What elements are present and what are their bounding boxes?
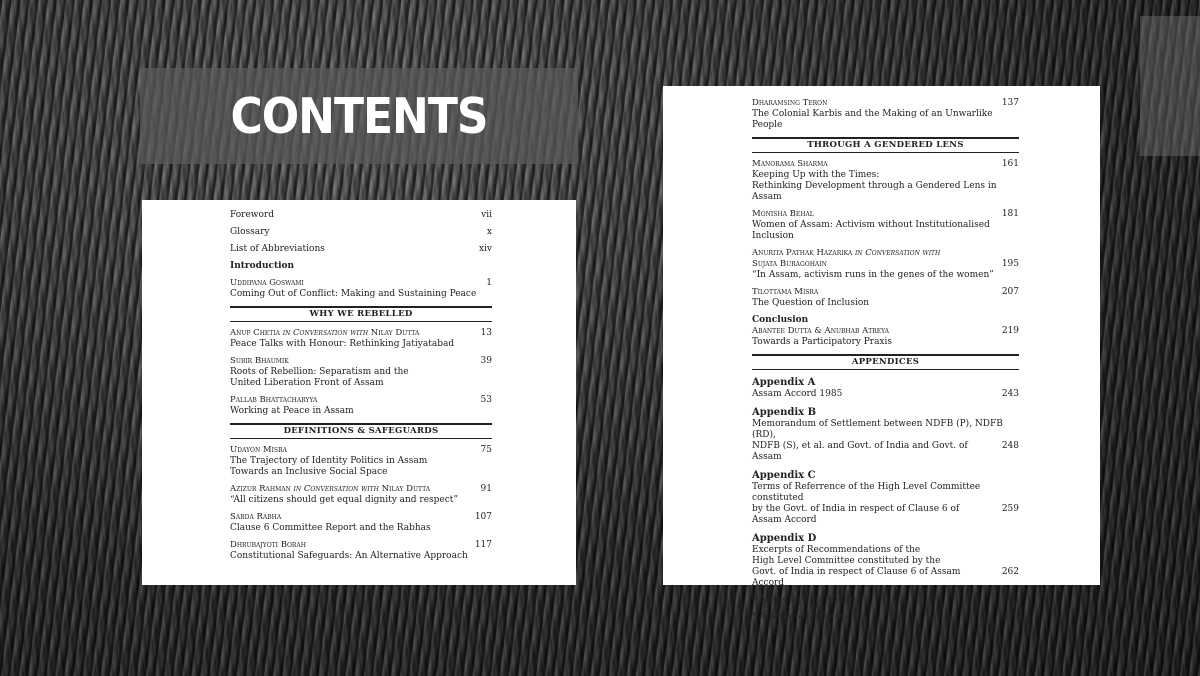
page-number: x — [486, 227, 492, 237]
appendix-entry — [752, 406, 1019, 463]
toc-label: * Notes on Contributors — [752, 595, 862, 605]
page-number: 1 — [486, 278, 492, 288]
toc-row — [752, 595, 1019, 606]
contents-page-left — [142, 200, 576, 585]
entry-title: The Colonial Karbis and the Making of an Unwarlike People — [752, 109, 993, 130]
entry-title: “All citizens should get equal dignity and respect” — [230, 495, 459, 505]
section-heading: THROUGH A GENDERED LENS — [752, 137, 1019, 153]
entry-author: Manorama Sharma — [752, 159, 828, 169]
page-number: 262 — [1001, 567, 1019, 577]
entry-title: Assam Accord 1985 — [752, 389, 843, 399]
appendix-heading: Appendix B — [752, 407, 817, 418]
page-number: 117 — [474, 540, 492, 550]
page-title: CONTENTS — [230, 87, 488, 145]
toc-right — [752, 98, 1019, 629]
entry-author: Udayon Misra — [230, 445, 287, 455]
toc-entry — [752, 248, 1019, 281]
entry-title: Excerpts of Recommendations of the — [752, 545, 921, 555]
entry-title: Terms of Referrence of the High Level Committee constituted — [752, 482, 981, 503]
entry-title: The Question of Inclusion — [752, 298, 870, 308]
toc-entry — [752, 209, 1019, 242]
section-heading: DEFINITIONS & SAFEGUARDS — [230, 423, 492, 439]
entry-author: Tilottama Misra — [752, 287, 819, 297]
page-number: 195 — [1001, 259, 1019, 269]
entry-author: Pallab Bhattacharyya — [230, 395, 318, 405]
page-number: 219 — [1001, 326, 1019, 336]
entry-title: Towards a Participatory Praxis — [752, 337, 893, 347]
page-number: 299 — [1001, 612, 1019, 622]
decorative-band — [1140, 16, 1200, 156]
toc-label: * Acknowledgements — [752, 612, 849, 622]
toc-label: Foreword — [230, 210, 274, 220]
page-number: 259 — [1001, 504, 1019, 514]
page-number: 91 — [480, 484, 492, 494]
toc-entry — [230, 484, 492, 506]
page-number: 13 — [480, 328, 492, 338]
entry-author: Abantee Dutta & Anubhab Atreya — [752, 326, 889, 336]
page-number: 181 — [1001, 209, 1019, 219]
page-number: 161 — [1001, 159, 1019, 169]
entry-title: by the Govt. of India in respect of Clause 6 of Assam Accord — [752, 504, 960, 525]
page-number: 53 — [480, 395, 492, 405]
appendix-heading: Appendix C — [752, 470, 816, 481]
page-number: 39 — [480, 356, 492, 366]
appendix-entry — [752, 376, 1019, 400]
toc-entry — [230, 278, 492, 300]
entry-author: Anurita Pathak Hazarika in Conversation with — [752, 248, 941, 258]
toc-entry — [752, 98, 1019, 131]
toc-entry — [230, 395, 492, 417]
introduction-heading: Introduction — [230, 261, 295, 271]
entry-title: Keeping Up with the Times: — [752, 170, 880, 180]
entry-title: United Liberation Front of Assam — [230, 378, 384, 388]
toc-row — [230, 210, 492, 221]
toc-row — [230, 227, 492, 238]
entry-title: High Level Committee constituted by the — [752, 556, 941, 566]
page-number: xiv — [478, 244, 492, 254]
entry-title: Clause 6 Committee Report and the Rabhas — [230, 523, 431, 533]
toc-left — [230, 210, 492, 568]
page-number: 207 — [1001, 287, 1019, 297]
toc-label: Glossary — [230, 227, 270, 237]
toc-row — [230, 244, 492, 255]
entry-author: Subir Bhaumik — [230, 356, 289, 366]
appendix-heading: Appendix A — [752, 377, 816, 388]
entry-title: Towards an Inclusive Social Space — [230, 467, 388, 477]
toc-entry — [752, 159, 1019, 203]
toc-entry — [230, 512, 492, 534]
entry-author: Dharamsing Teron — [752, 98, 828, 108]
entry-title: NDFB (S), et al. and Govt. of India and Govt. of Assam — [752, 441, 968, 462]
section-heading: APPENDICES — [752, 354, 1019, 370]
toc-entry — [752, 326, 1019, 348]
toc-entry — [230, 356, 492, 389]
page-number: 293 — [1001, 595, 1019, 605]
entry-title: Women of Assam: Activism without Institutionalised Inclusion — [752, 220, 990, 241]
page-number: 137 — [1001, 98, 1019, 108]
appendix-entry — [752, 469, 1019, 526]
entry-title: Rethinking Development through a Gendered Lens in Assam — [752, 181, 997, 202]
page-number: 75 — [480, 445, 492, 455]
entry-author: Sarda Rabha — [230, 512, 282, 522]
entry-title: Peace Talks with Honour: Rethinking Jatiyatabad — [230, 339, 455, 349]
entry-title: Constitutional Safeguards: An Alternative Approach — [230, 551, 468, 561]
entry-author: Dhrubajyoti Borah — [230, 540, 306, 550]
toc-entry — [752, 287, 1019, 309]
contents-page-right — [663, 86, 1100, 622]
entry-author: Anup Chetia in Conversation with Nilay Dutta — [230, 328, 420, 338]
entry-author: Sujata Buragohain — [752, 259, 827, 269]
toc-entry — [230, 540, 492, 562]
page-number: 248 — [1001, 441, 1019, 451]
toc-entry — [230, 328, 492, 350]
entry-author: Azizur Rahman in Conversation with Nilay Dutta — [230, 484, 431, 494]
toc-entry — [230, 445, 492, 478]
toc-row — [752, 612, 1019, 623]
entry-title: The Trajectory of Identity Politics in Assam — [230, 456, 428, 466]
entry-title: “In Assam, activism runs in the genes of the women” — [752, 270, 994, 280]
entry-title: Roots of Rebellion: Separatism and the — [230, 367, 409, 377]
page-number: vii — [481, 210, 492, 220]
entry-title: Working at Peace in Assam — [230, 406, 354, 416]
entry-author: Monisha Behal — [752, 209, 814, 219]
page-number: 107 — [474, 512, 492, 522]
entry-title: Coming Out of Conflict: Making and Sustaining Peace — [230, 289, 477, 299]
page-number: 243 — [1001, 389, 1019, 399]
toc-label: List of Abbreviations — [230, 244, 325, 254]
appendix-heading: Appendix D — [752, 533, 817, 544]
appendix-entry — [752, 532, 1019, 589]
entry-author: Uddipana Goswami — [230, 278, 304, 288]
entry-title: Govt. of India in respect of Clause 6 of Assam Accord — [752, 567, 961, 588]
entry-title: Memorandum of Settlement between NDFB (P), NDFB (RD), — [752, 419, 1003, 440]
section-heading: WHY WE REBELLED — [230, 306, 492, 322]
conclusion-heading: Conclusion — [752, 315, 809, 325]
title-banner — [140, 68, 578, 164]
